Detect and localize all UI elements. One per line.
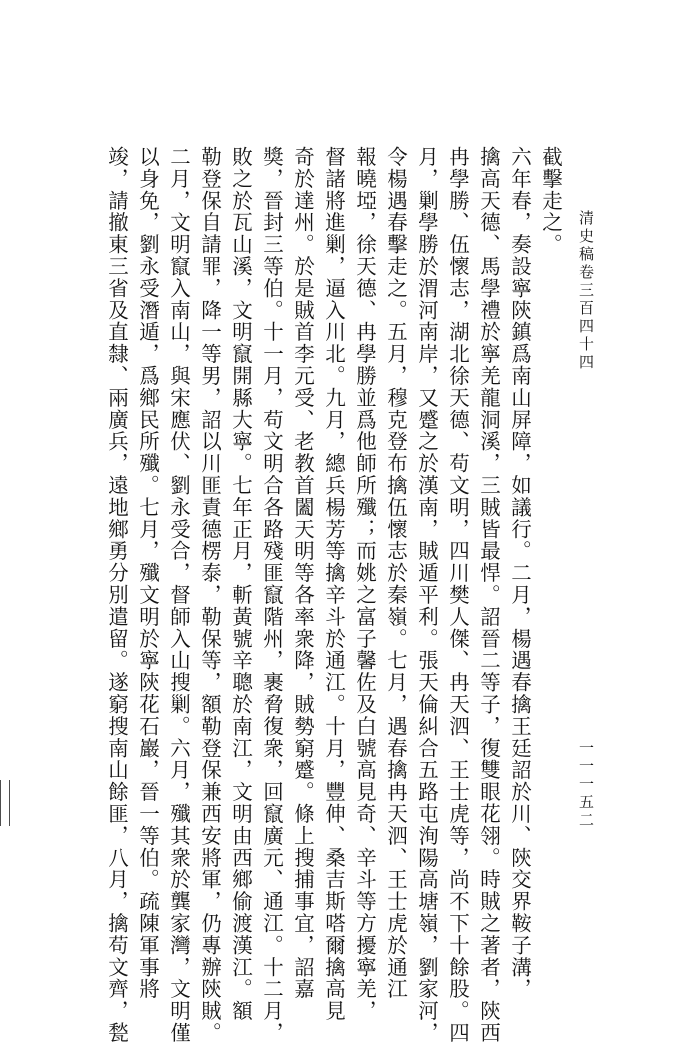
text-column-6: 令楊遇春擊走之。五月，穆克登布擒伍懷志於秦嶺。七月，遇春擒冉天泗、王士虎於通江: [383, 146, 408, 1001]
text-column-1: 截擊走之。: [538, 146, 563, 256]
gutter-scan-mark: [0, 780, 10, 826]
text-column-9: 奇於達州。於是賊首李元受、老教首闔天明等各率衆降，賊勢窮蹙。條上搜捕事宜，詔嘉: [290, 146, 315, 1001]
text-column-5: 月，剿學勝於渭河南岸，又蹙之於漢南，賊遁平利。張天倫糾合五路屯洵陽高塘嶺，劉家河，: [414, 146, 439, 1044]
page-number: 一一一五二: [577, 740, 595, 830]
text-column-2: 六年春，奏設寧陝鎮爲南山屏障，如議行。二月，楊遇春擒王廷詔於川、陝交界鞍子溝，: [507, 146, 532, 1001]
text-column-8: 督諸將進剿，逼入川北。九月，總兵楊芳等擒辛斗於通江。十月，豐伸、桑吉斯嗒爾擒高見: [321, 146, 346, 1022]
running-title: 清史稿卷三百四十四: [577, 210, 595, 372]
text-column-15: 竣，請撤東三省及直隸、兩廣兵，遠地鄉勇分別遣留。遂窮搜南山餘匪，八月，擒苟文齊，甃: [104, 146, 129, 1044]
text-column-7: 報曉埡，徐天德、冉學勝並爲他師所殲；而姚之富子馨佐及白號高見奇、辛斗等方擾寧羌，: [352, 146, 377, 1022]
text-column-10: 獎，晉封三等伯。十一月，苟文明合各路殘匪竄階州，裹脅復衆，回竄廣元、通江。十二月，: [259, 146, 284, 1044]
text-column-13: 二月，文明竄入南山，與宋應伏、劉永受合，督師入山搜剿。六月，殲其衆於龔家灣，文明僅: [166, 146, 191, 1044]
text-column-11: 敗之於瓦山溪，文明竄開縣大寧。七年正月，斬黃號辛聰於南江，文明由西鄉偷渡漢江。額: [228, 146, 253, 1022]
text-column-4: 冉學勝、伍懷志，湖北徐天德、苟文明，四川樊人傑、冉天泗、王士虎等，尚不下十餘股。四: [445, 146, 470, 1044]
text-column-3: 擒高天德、馬學禮於寧羌龍洞溪，三賊皆最悍。詔晉二等子，復雙眼花翎。時賊之著者，陝西: [476, 146, 501, 1044]
text-column-14: 以身免，劉永受潛遁，爲鄉民所殲。七月，殲文明於寧陝花石巖，晉一等伯。疏陳軍事將: [135, 146, 160, 1001]
text-column-12: 勒登保自請罪，降一等男，詔以川匪責德楞泰，勒保等，額勒登保兼西安將軍，仍專辦陝賊。: [197, 146, 222, 1044]
